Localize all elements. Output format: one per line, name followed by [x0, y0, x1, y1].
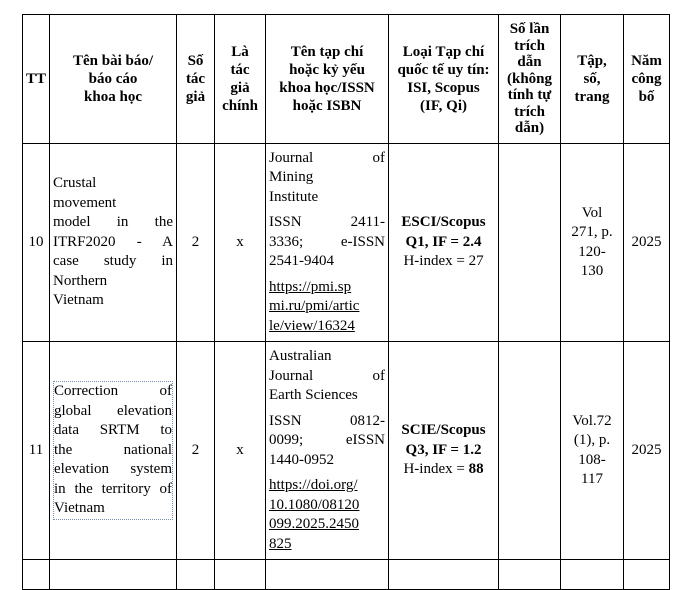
- text-line: Năm: [631, 53, 662, 69]
- text-line: mi.ru/pmi/artic: [269, 298, 360, 315]
- text-line: movement: [53, 194, 117, 211]
- header-year: [624, 15, 670, 144]
- text-line: giả: [230, 80, 250, 96]
- journal-type: [389, 144, 499, 342]
- row-number: 11: [23, 342, 50, 560]
- journal-name: [269, 347, 385, 406]
- text-line: Vietnam: [53, 292, 104, 309]
- text-line: trích: [514, 103, 545, 120]
- text-line: ISI, Scopus: [407, 80, 480, 96]
- header-main-author: [215, 15, 266, 144]
- text-line: Là: [231, 44, 249, 60]
- text-line: Journal of: [269, 367, 386, 384]
- publication-year: 2025: [624, 342, 670, 560]
- text-line: giả: [185, 89, 206, 105]
- text-line: công: [631, 71, 662, 87]
- text-line: model in the: [53, 214, 174, 231]
- journal-type: [389, 342, 499, 560]
- text-line: hoặc ISBN: [292, 98, 362, 114]
- text-line: Northern: [53, 272, 108, 289]
- publications-table: [22, 14, 670, 590]
- text-line: case study in: [53, 253, 174, 270]
- text-line: số,: [583, 71, 601, 87]
- author-count: 2: [177, 342, 215, 560]
- h-index-value: 88: [468, 461, 484, 478]
- journal-issn: [269, 213, 385, 272]
- text-line: Journal of: [269, 149, 386, 166]
- h-index-value: 27: [468, 253, 484, 270]
- text-line: 0099; eISSN: [269, 432, 386, 448]
- text-line: 120-: [578, 243, 606, 260]
- text-line: https://pmi.sp: [269, 278, 352, 295]
- journal-link[interactable]: [269, 278, 385, 337]
- text-line: dẫn: [517, 54, 542, 71]
- journal-issn: [269, 412, 385, 471]
- quartile-label: Q1, IF = 2.4: [405, 233, 482, 250]
- paper-title: [50, 144, 177, 342]
- index-label: SCIE/Scopus: [401, 422, 486, 439]
- text-line: Số lần: [509, 21, 550, 38]
- journal-cell: [266, 342, 389, 560]
- citation-count: [499, 144, 561, 342]
- paper-title: [50, 342, 177, 560]
- text-line: Australian: [269, 348, 332, 364]
- text-line: Vol: [581, 204, 603, 221]
- main-author-mark: x: [215, 342, 266, 560]
- text-line: tính tự: [507, 87, 552, 104]
- text-line: ISSN 0812-: [269, 412, 386, 429]
- header-title: [50, 15, 177, 144]
- text-line: 108-: [578, 451, 606, 468]
- journal-name: [269, 149, 385, 208]
- text-line: Mining: [269, 169, 314, 186]
- header-row: [23, 15, 670, 144]
- volume-pages: [561, 342, 624, 560]
- text-line: trang: [574, 89, 610, 105]
- table-row: [23, 560, 670, 590]
- text-line: ITRF2020 - A: [53, 233, 174, 250]
- header-volume: [561, 15, 624, 144]
- text-line: in the territory of: [54, 480, 173, 497]
- author-count: 2: [177, 144, 215, 342]
- text-line: bố: [638, 89, 655, 105]
- text-line: tác: [230, 62, 250, 78]
- text-line: https://doi.org/: [269, 477, 358, 493]
- text-line: 3336; e-ISSN: [269, 233, 386, 250]
- index-label: ESCI/Scopus: [401, 214, 486, 231]
- table-row: [23, 144, 670, 342]
- text-line: data SRTM to: [54, 422, 173, 439]
- text-line: elevation system: [54, 461, 173, 478]
- text-line: Earth Sciences: [269, 387, 358, 403]
- text-line: Số: [187, 53, 204, 69]
- quartile-label: Q3, IF = 1.2: [405, 441, 482, 458]
- publication-year: 2025: [624, 144, 670, 342]
- text-line: 271, p.: [571, 224, 613, 240]
- text-line: quốc tế uy tín:: [397, 62, 490, 78]
- text-line: Vietnam: [54, 500, 105, 517]
- journal-cell: [266, 144, 389, 342]
- text-line: Loại Tạp chí: [402, 44, 485, 60]
- text-line: khoa học: [84, 89, 142, 105]
- text-line: 10.1080/08120: [269, 496, 360, 513]
- text-line: Tên tạp chí: [290, 44, 364, 60]
- h-index: H-index = 27: [403, 253, 484, 270]
- text-line: 099.2025.2450: [269, 516, 360, 532]
- h-index: H-index = 88: [403, 461, 484, 478]
- text-line: khoa học/ISSN: [279, 80, 375, 96]
- header-type: [389, 15, 499, 144]
- text-line: Institute: [269, 188, 319, 205]
- text-line: hoặc kỷ yếu: [289, 62, 365, 78]
- text-line: dẫn): [514, 120, 545, 137]
- text-line: trích: [514, 37, 545, 54]
- text-line: global elevation: [54, 402, 173, 419]
- text-line: 2541-9404: [269, 253, 335, 270]
- header-journal: [266, 15, 389, 144]
- header-tt: TT: [23, 15, 50, 144]
- text-line: chính: [222, 98, 258, 114]
- text-line: báo cáo: [88, 71, 138, 87]
- journal-link[interactable]: [269, 476, 385, 554]
- header-authors: [177, 15, 215, 144]
- header-citations: [499, 15, 561, 144]
- text-line: Crustal: [53, 175, 97, 192]
- table-row: [23, 342, 670, 560]
- row-number: 10: [23, 144, 50, 342]
- main-author-mark: x: [215, 144, 266, 342]
- text-line: Tập,: [577, 53, 607, 69]
- citation-count: [499, 342, 561, 560]
- text-line: Vol.72: [572, 412, 612, 429]
- text-line: 825: [269, 535, 292, 552]
- text-line: the national: [54, 441, 173, 458]
- text-line: Tên bài báo/: [73, 53, 154, 69]
- text-line: 117: [581, 471, 603, 487]
- text-line: le/view/16324: [269, 317, 355, 334]
- text-line: (không: [507, 70, 553, 87]
- text-line: 130: [580, 263, 604, 279]
- text-line: Correction of: [54, 383, 173, 400]
- text-line: (1), p.: [573, 432, 611, 448]
- text-line: ISSN 2411-: [269, 214, 386, 231]
- volume-pages: [561, 144, 624, 342]
- text-line: tác: [185, 71, 206, 87]
- text-line: 1440-0952: [269, 451, 335, 468]
- text-line: (IF, Qi): [420, 98, 467, 114]
